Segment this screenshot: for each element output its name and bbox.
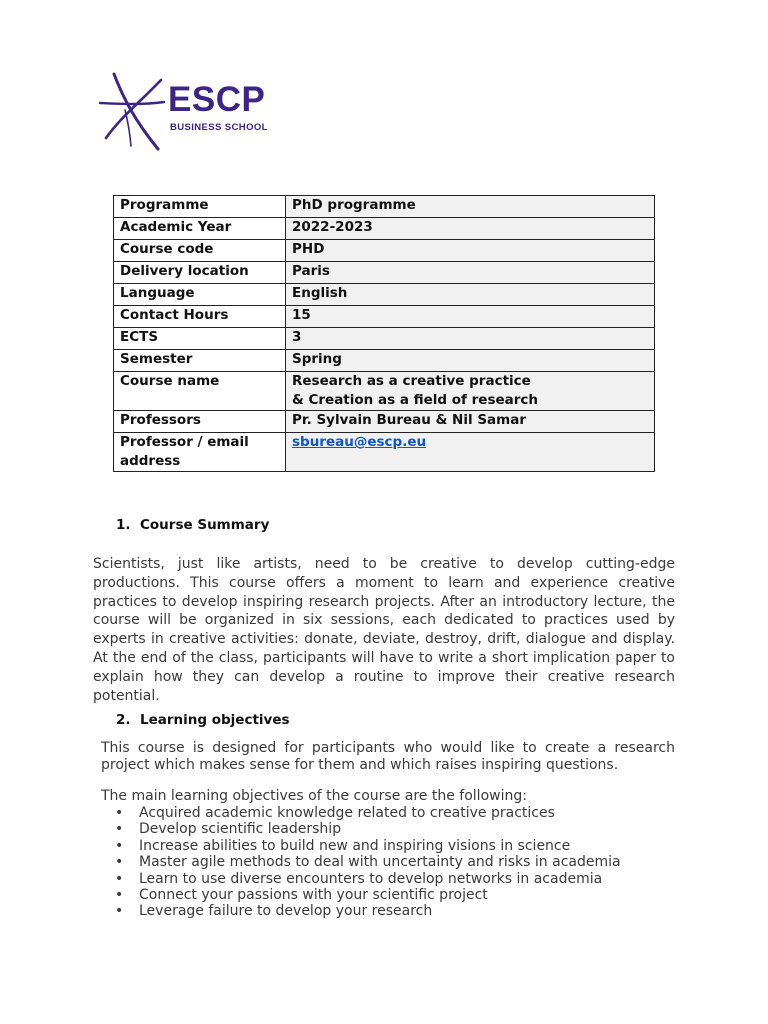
section-number: 1. (116, 517, 131, 533)
course-summary-paragraph: Scientists, just like artists, need to be creative to develop cutting-edge productions. This course offers a moment to learn and experience creative practices to develop inspiring research projects. After an introductory lecture, the course will be organized in six sessions, each dedicated to practices used by experts in creative activities: donate, deviate, destroy, drift, dialogue and display. At the end of the class, participants will have to write a short implication paper to explain how they can develop a routine to improve their creative research potential. (93, 556, 675, 704)
table-row (114, 218, 655, 240)
section-title: Course Summary (140, 517, 270, 533)
list-item: • Increase abilities to build new and inspiring visions in science (113, 838, 621, 854)
row-value-delivery-location: Paris (286, 262, 655, 284)
row-value-ects: 3 (286, 328, 655, 350)
list-item: • Master agile methods to deal with uncertainty and risks in academia (113, 854, 621, 870)
table-row (114, 433, 655, 472)
logo-wordmark: ESCP (168, 80, 266, 119)
email-label-line-2: address (120, 453, 181, 469)
row-label-contact-hours: Contact Hours (114, 306, 286, 328)
table-row (114, 411, 655, 433)
course-name-line-1: Research as a creative practice (292, 373, 531, 389)
email-label-line-1: Professor / email (120, 434, 249, 450)
table-row (114, 350, 655, 372)
row-label-course-code: Course code (114, 240, 286, 262)
section-number: 2. (116, 712, 131, 728)
escp-logo (98, 72, 273, 152)
row-label-professors: Professors (114, 411, 286, 433)
star-logo-icon (98, 72, 166, 152)
table-row (114, 240, 655, 262)
row-label-language: Language (114, 284, 286, 306)
table-row (114, 262, 655, 284)
row-label-ects: ECTS (114, 328, 286, 350)
learning-objectives-intro: This course is designed for participants who would like to create a research project which makes sense for them and which raises inspiring questions. (101, 740, 675, 773)
objectives-list (113, 805, 621, 920)
row-value-professors: Pr. Sylvain Bureau & Nil Samar (286, 411, 655, 433)
logo-subtitle: BUSINESS SCHOOL (170, 122, 268, 133)
row-value-semester: Spring (286, 350, 655, 372)
table-row (114, 328, 655, 350)
list-item: • Develop scientific leadership (113, 821, 621, 837)
row-label-academic-year: Academic Year (114, 218, 286, 240)
section-heading-course-summary (116, 517, 269, 533)
row-label-semester: Semester (114, 350, 286, 372)
learning-objectives-lead: The main learning objectives of the course are the following: (101, 788, 527, 804)
row-value-contact-hours: 15 (286, 306, 655, 328)
row-label-delivery-location: Delivery location (114, 262, 286, 284)
list-item: • Connect your passions with your scientific project (113, 887, 621, 903)
row-label-programme: Programme (114, 196, 286, 218)
table-row (114, 306, 655, 328)
row-value-programme: PhD programme (286, 196, 655, 218)
section-title: Learning objectives (140, 712, 290, 728)
table-row (114, 372, 655, 411)
list-item: • Learn to use diverse encounters to develop networks in academia (113, 871, 621, 887)
table-row (114, 284, 655, 306)
row-value-professor-email (286, 433, 655, 472)
email-link[interactable]: sbureau@escp.eu (292, 434, 427, 450)
table-row (114, 196, 655, 218)
row-value-course-code: PHD (286, 240, 655, 262)
row-value-course-name (286, 372, 655, 411)
list-item: • Acquired academic knowledge related to creative practices (113, 805, 621, 821)
course-info-table (113, 195, 655, 472)
row-value-academic-year: 2022-2023 (286, 218, 655, 240)
list-item: • Leverage failure to develop your research (113, 903, 621, 919)
row-label-course-name: Course name (114, 372, 286, 411)
row-value-language: English (286, 284, 655, 306)
course-name-line-2: & Creation as a field of research (292, 392, 539, 408)
section-heading-learning-objectives (116, 712, 290, 728)
row-label-professor-email (114, 433, 286, 472)
